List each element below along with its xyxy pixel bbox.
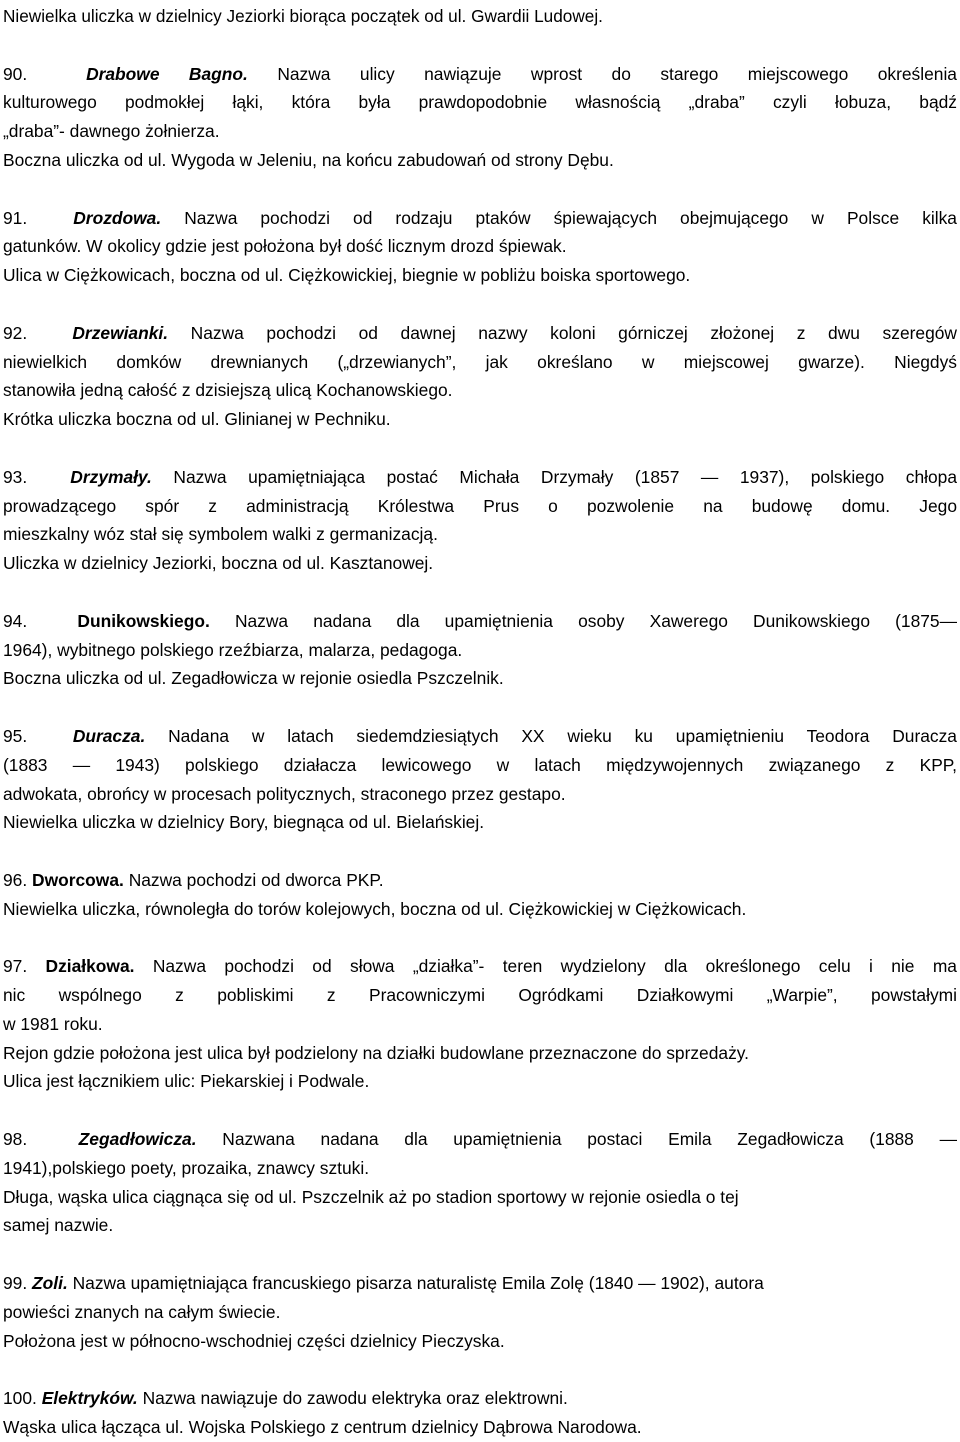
spacer [3, 31, 957, 60]
entry-description: Nazwana nadana dla upamiętnienia postaci Emila Zegadłowicza (1888 — [222, 1129, 957, 1150]
entry-description: Nazwa pochodzi od rodzaju ptaków śpiewających obejmującego w Polsce kilka [184, 207, 957, 228]
entry-heading-line [3, 1125, 957, 1154]
entry-100 [3, 1384, 957, 1442]
entry-heading-line [3, 463, 957, 492]
entry-93 [3, 463, 957, 578]
entry-street-name: Drzewianki. [72, 322, 169, 343]
entry-heading-line [3, 60, 957, 89]
entry-location-line: Boczna uliczka od ul. Zegadłowicza w rejonie osiedla Pszczelnik. [3, 668, 504, 689]
entry-description: Nazwa pochodzi od dworca PKP. [128, 869, 384, 890]
entry-number: 99. [3, 1273, 28, 1294]
entry-street-name: Drabowe Bagno. [86, 63, 248, 84]
spacer [3, 1355, 957, 1384]
entry-location-line: Rejon gdzie położona jest ulica był podzielony na działki budowlane przeznaczone do sprzedaży. [3, 1042, 750, 1063]
entry-location-line: Ulica w Ciężkowicach, boczna od ul. Ciężkowickiej, biegnie w pobliżu boiska sportowego. [3, 265, 691, 286]
entry-description-line: niewielkich domków drewnianych („drzewianych”, jak określano w miejscowej gwarze). Niegdyś [3, 351, 957, 372]
spacer [3, 1096, 957, 1125]
entry-92 [3, 319, 957, 434]
entry-description-line: „draba”- dawnego żołnierza. [3, 121, 220, 142]
entry-98 [3, 1125, 957, 1240]
entry-95 [3, 722, 957, 837]
spacer [3, 1240, 957, 1269]
entry-description: Nazwa upamiętniająca francuskiego pisarza naturalistę Emila Zolę (1840 — 1902), autora [72, 1273, 764, 1294]
entry-description: Nazwa upamiętniająca postać Michała Drzymały (1857 — 1937), polskiego chłopa [173, 466, 957, 487]
spacer [3, 924, 957, 953]
entry-90 [3, 60, 957, 175]
entry-location-line: Wąska ulica łącząca ul. Wojska Polskiego z centrum dzielnicy Dąbrowa Narodowa. [3, 1417, 642, 1438]
entry-location-line: Uliczka w dzielnicy Jeziorki, boczna od ul. Kasztanowej. [3, 553, 434, 574]
entry-number: 91. [3, 207, 28, 228]
entry-description: Nazwa ulicy nawiązuje wprost do starego miejscowego określenia [277, 63, 957, 84]
spacer [3, 693, 957, 722]
entry-street-name: Elektryków. [41, 1388, 138, 1409]
spacer [3, 175, 957, 204]
entry-location-line: Położona jest w północno-wschodniej części dzielnicy Pieczyska. [3, 1330, 505, 1351]
entry-number: 98. [3, 1129, 28, 1150]
spacer [3, 290, 957, 319]
entry-heading-line [3, 722, 957, 751]
document-page [3, 0, 957, 1442]
entry-street-name: Działkowa. [45, 956, 135, 977]
entry-heading-line [3, 607, 957, 636]
entry-location-line: Ulica jest łącznikiem ulic: Piekarskiej i Podwale. [3, 1071, 370, 1092]
entry-description-line: powieści znanych na całym świecie. [3, 1301, 281, 1322]
entry-street-name: Zegadłowicza. [78, 1129, 197, 1150]
entry-street-name: Dunikowskiego. [77, 610, 210, 631]
entry-description-line: 1941),polskiego poety, prozaika, znawcy sztuki. [3, 1157, 370, 1178]
entry-description-line: stanowiła jedną całość z dzisiejszą ulicą Kochanowskiego. [3, 380, 453, 401]
entry-heading-line [3, 204, 957, 233]
entry-location-line: Niewielka uliczka, równoległa do torów kolejowych, boczna od ul. Ciężkowickiej w Ciężkowicach. [3, 898, 747, 919]
entry-heading-line [3, 1384, 957, 1413]
entry-location-line: Niewielka uliczka w dzielnicy Bory, biegnąca od ul. Bielańskiej. [3, 812, 485, 833]
entry-description-line: prowadzącego spór z administracją Królestwa Prus o pozwolenie na budowę domu. Jego [3, 495, 957, 516]
entry-number: 100. [3, 1388, 37, 1409]
entry-description-line: (1883 — 1943) polskiego działacza lewicowego w latach międzywojennych związanego z KPP, [3, 754, 957, 775]
entry-description-line: kulturowego podmokłej łąki, która była prawdopodobnie własnością „draba” czyli łobuza, bądź [3, 92, 957, 113]
entry-94 [3, 607, 957, 693]
entry-street-name: Dworcowa. [32, 869, 124, 890]
entry-number: 94. [3, 610, 28, 631]
entry-number: 92. [3, 322, 28, 343]
entry-heading-line [3, 952, 957, 981]
spacer [3, 434, 957, 463]
spacer [3, 578, 957, 607]
entry-heading-line [3, 319, 957, 348]
entry-description-line: mieszkalny wóz stał się symbolem walki z germanizacją. [3, 524, 438, 545]
entry-description-line: 1964), wybitnego polskiego rzeźbiarza, malarza, pedagoga. [3, 639, 463, 660]
entry-number: 90. [3, 63, 28, 84]
entry-description: Nazwa nawiązuje do zawodu elektryka oraz elektrowni. [142, 1388, 568, 1409]
entry-street-name: Drozdowa. [73, 207, 162, 228]
entry-heading-line [3, 866, 957, 895]
entry-location-line: Krótka uliczka boczna od ul. Glinianej w Pechniku. [3, 409, 391, 430]
entry-location-line: Długa, wąska ulica ciągnąca się od ul. Pszczelnik aż po stadion sportowy w rejonie osiedla o tej [3, 1186, 739, 1207]
entry-street-name: Zoli. [32, 1273, 68, 1294]
entry-description-line: w 1981 roku. [3, 1013, 103, 1034]
entry-description-line: nic wspólnego z pobliskimi z Pracowniczymi Ogródkami Działkowymi „Warpie”, powstałymi [3, 985, 957, 1006]
entry-street-name: Duracza. [72, 725, 146, 746]
entry-96 [3, 866, 957, 924]
entry-99 [3, 1269, 957, 1355]
entry-number: 97. [3, 956, 28, 977]
entry-number: 93. [3, 466, 28, 487]
entry-street-name: Drzymały. [70, 466, 152, 487]
entry-91 [3, 204, 957, 290]
entry-number: 96. [3, 869, 28, 890]
entry-description: Nazwa pochodzi od słowa „działka”- teren wydzielony dla określonego celu i nie ma [152, 956, 957, 977]
entry-heading-line [3, 1269, 957, 1298]
entry-description: Nadana w latach siedemdziesiątych XX wieku ku upamiętnieniu Teodora Duracza [168, 725, 957, 746]
spacer [3, 837, 957, 866]
intro-location-line: Niewielka uliczka w dzielnicy Jeziorki biorąca początek od ul. Gwardii Ludowej. [3, 6, 603, 26]
entry-description: Nazwa nadana dla upamiętnienia osoby Xawerego Dunikowskiego (1875— [234, 610, 957, 631]
entry-location-line: Boczna uliczka od ul. Wygoda w Jeleniu, na końcu zabudowań od strony Dębu. [3, 149, 614, 170]
entry-number: 95. [3, 725, 28, 746]
entry-location-line: samej nazwie. [3, 1215, 114, 1236]
entry-97 [3, 952, 957, 1096]
entry-description-line: gatunków. W okolicy gdzie jest położona był dość licznym drozd śpiewak. [3, 236, 567, 257]
entry-description: Nazwa pochodzi od dawnej nazwy koloni górniczej złożonej z dwu szeregów [190, 322, 957, 343]
entry-description-line: adwokata, obrońcy w procesach politycznych, straconego przez gestapo. [3, 783, 566, 804]
